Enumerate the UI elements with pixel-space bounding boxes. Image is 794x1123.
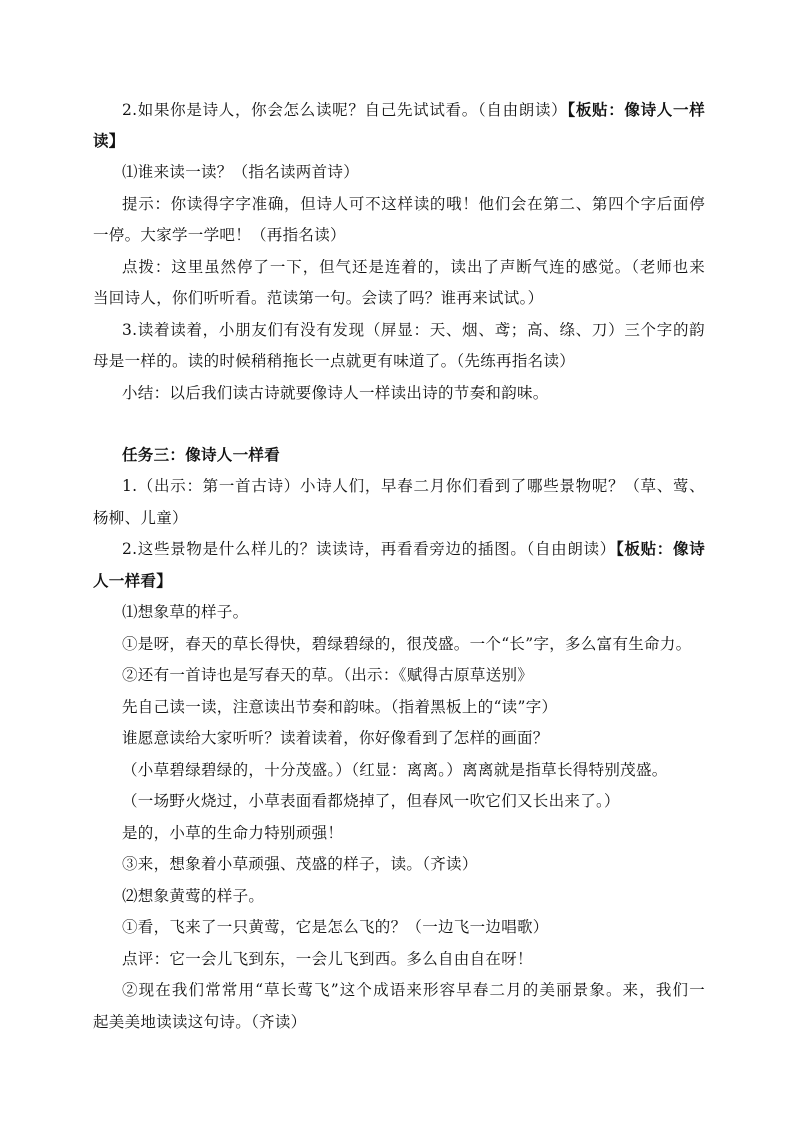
paragraph-line: ②还有一首诗也是写春天的草。（出示：《赋得古原草送别》 [122,666,534,684]
paragraph-line: （一场野火烧过，小草表面看都烧掉了，但春风一吹它们又长出来了。） [122,792,620,810]
paragraph-line: ①是呀，春天的草长得快，碧绿碧绿的，很茂盛。一个“长”字，多么富有生命力。 [122,635,692,653]
paragraph-line: 点评：它一会儿飞到东，一会儿飞到西。多么自由自在呀！ [122,950,533,968]
board-note: 人一样看】 [93,571,173,590]
paragraph-line [122,100,705,120]
section-heading: 任务三：像诗人一样看 [122,445,281,464]
paragraph-line: 当回诗人，你们听听看。范读第一句。会读了吗？谁再来试试。） [93,289,544,307]
paragraph-line: ⑴谁来读一读？（指名读两首诗） [122,163,360,181]
paragraph-line [122,539,705,559]
board-note: 【板贴：像诗人一样 [567,100,706,119]
line-text: 2.这些景物是什么样儿的？读读诗，再看看旁边的插图。（自由朗读） [122,540,616,558]
paragraph-line: （小草碧绿碧绿的，十分茂盛。）（红显：离离。）离离就是指草长得特别茂盛。 [122,761,668,779]
paragraph-line: ②现在我们常常用“草长莺飞”这个成语来形容早春二月的美丽景象。来，我们一 [122,981,705,999]
paragraph-line: 是的，小草的生命力特别顽强！ [122,824,344,842]
board-note: 【板贴：像诗 [615,539,705,558]
paragraph-line: ⑴想象草的样子。 [122,603,249,621]
paragraph-line: 起美美地读读这句诗。（齐读） [93,1013,307,1031]
paragraph-line: 先自己读一读，注意读出节奏和韵味。（指着黑板上的“读”字） [122,698,558,716]
line-text: 2.如果你是诗人，你会怎么读呢？自己先试试看。（自由朗读） [122,101,568,119]
paragraph-line: 3.读着读着，小朋友们有没有发现（屏显：天、烟、鸢；高、绦、刀）三个字的韵 [122,321,705,339]
paragraph-line: 1.（出示：第一首古诗）小诗人们，早春二月你们看到了哪些景物呢？（草、莺、 [122,477,705,495]
paragraph-line: 谁愿意读给大家听听？读着读着，你好像看到了怎样的画面？ [122,729,549,747]
paragraph-line: 点拨：这里虽然停了一下，但气还是连着的，读出了声断气连的感觉。（老师也来 [122,258,705,276]
paragraph-line: 母是一样的。读的时候稍稍拖长一点就更有味道了。（先练再指名读） [93,352,576,370]
paragraph-line: 杨柳、儿童） [93,509,188,527]
board-note: 读】 [93,131,125,150]
paragraph-line: 一停。大家学一学吧！（再指名读） [93,226,346,244]
paragraph-line: 提示：你读得字字准确，但诗人可不这样读的哦！他们会在第二、第四个字后面停 [122,195,705,213]
paragraph-line: ③来，想象着小草顽强、茂盛的样子，读。（齐读） [122,855,478,873]
paragraph-line: ⑵想象黄莺的样子。 [122,887,265,905]
paragraph-line: 小结：以后我们读古诗就要像诗人一样读出诗的节奏和韵味。 [122,384,549,402]
paragraph-line: ①看，飞来了一只黄莺，它是怎么飞的？（一边飞一边唱歌） [122,918,549,936]
